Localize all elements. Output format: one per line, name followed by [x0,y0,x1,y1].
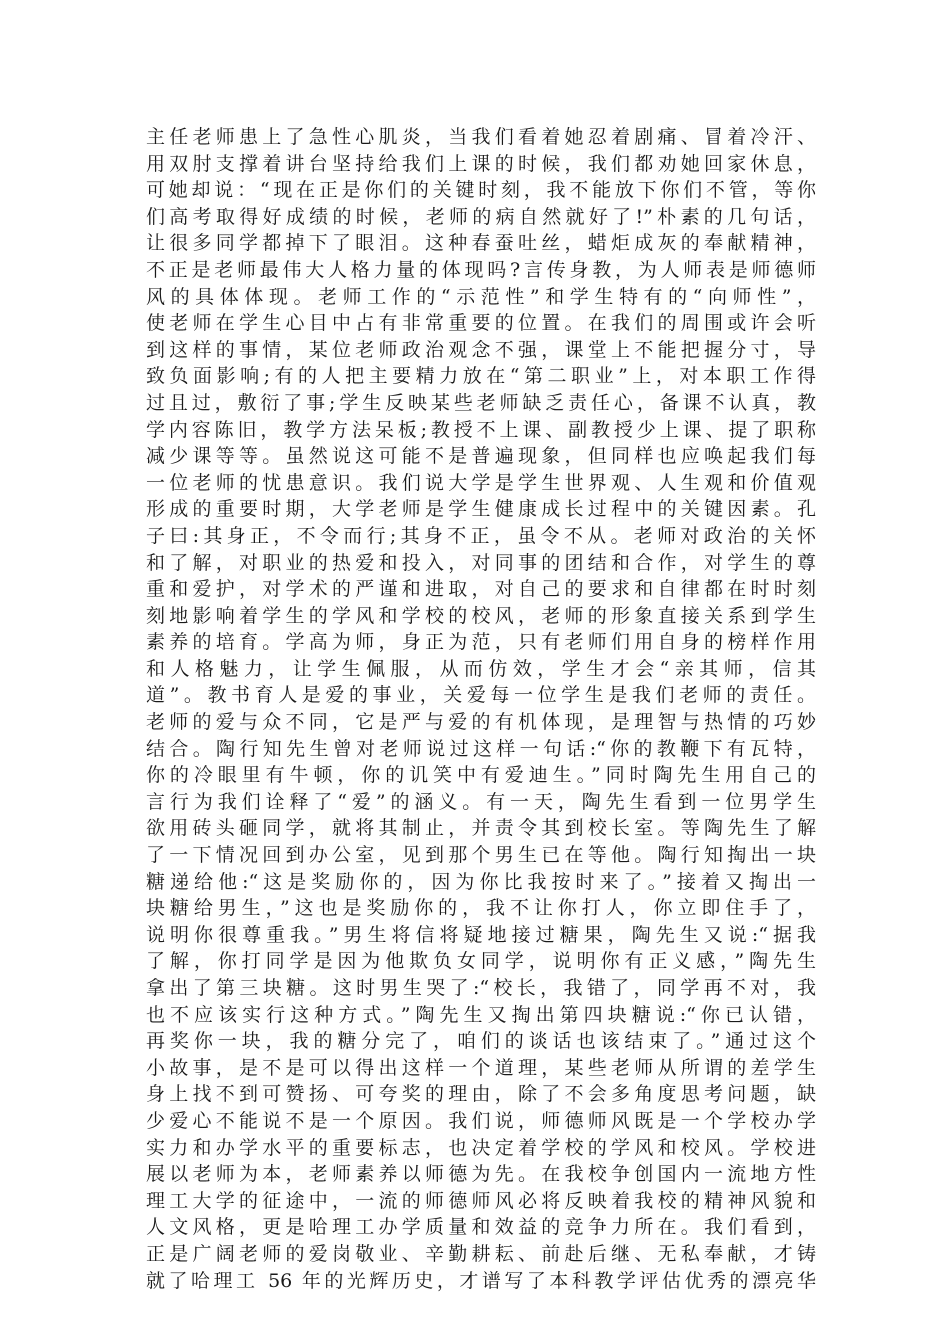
text-line: 小故事，是不是可以得出这样一个道理，某些老师从所谓的差学生 [146,1056,816,1079]
text-line: 风的具体体现。老师工作的“示范性”和学生特有的“向师性”， [146,285,816,308]
text-line: 们高考取得好成绩的时候，老师的病自然就好了!”朴素的几句话， [146,205,816,228]
text-line: 和人格魅力，让学生佩服，从而仿效，学生才会“亲其师，信其 [146,657,816,680]
text-line: 再奖你一块，我的糖分完了，咱们的谈话也该结束了。”通过这个 [146,1030,816,1053]
text-line: 用双肘支撑着讲台坚持给我们上课的时候，我们都劝她回家休息， [146,152,816,175]
text-line: 也不应该实行这种方式。”陶先生又掏出第四块糖说:“你已认错， [146,1003,816,1026]
text-line: 欲用砖头砸同学，就将其制止，并责令其到校长室。等陶先生了解 [146,817,816,840]
text-line: 老师的爱与众不同，它是严与爱的有机体现，是理智与热情的巧妙 [146,711,816,734]
text-line: 块糖给男生，”这也是奖励你的，我不让你打人，你立即住手了， [146,897,816,920]
text-line: 和了解，对职业的热爱和投入，对同事的团结和合作，对学生的尊 [146,551,816,574]
text-line: 少爱心不能说不是一个原因。我们说，师德师风既是一个学校办学 [146,1109,816,1132]
text-line: 刻地影响着学生的学风和学校的校风，老师的形象直接关系到学生 [146,604,816,627]
text-line: 就了哈理工 56 年的光辉历史，才谱写了本科教学评估优秀的漂亮华 [146,1269,816,1292]
text-line: 理工大学的征途中，一流的师德师风必将反映着我校的精神风貌和 [146,1189,816,1212]
text-line: 素养的培育。学高为师，身正为范，只有老师们用自身的榜样作用 [146,631,816,654]
text-line: 让很多同学都掉下了眼泪。这种春蚕吐丝，蜡炬成灰的奉献精神， [146,232,816,255]
text-line: 学内容陈旧，教学方法呆板;教授不上课、副教授少上课、提了职称 [146,418,816,441]
text-line: 到这样的事情，某位老师政治观念不强，课堂上不能把握分寸，导 [146,338,816,361]
text-line: 糖递给他:“这是奖励你的，因为你比我按时来了。”接着又掏出一 [146,870,816,893]
text-line: 使老师在学生心目中占有非常重要的位置。在我们的周围或许会听 [146,312,816,335]
text-line: 拿出了第三块糖。这时男生哭了:“校长，我错了，同学再不对，我 [146,977,816,999]
text-line: 子曰:其身正，不令而行;其身不正，虽令不从。老师对政治的关怀 [146,524,816,547]
text-line: 了一下情况回到办公室，见到那个男生已在等他。陶行知掏出一块 [146,844,816,867]
text-line: 说明你很尊重我。”男生将信将疑地接过糖果，陶先生又说:“据我 [146,923,816,946]
text-line: 展以老师为本，老师素养以师德为先。在我校争创国内一流地方性 [146,1163,816,1186]
text-line: 可她却说：“现在正是你们的关键时刻，我不能放下你们不管，等你 [146,179,816,202]
text-line: 结合。陶行知先生曾对老师说过这样一句话:“你的教鞭下有瓦特， [146,737,816,760]
text-line: 了解，你打同学是因为他欺负女同学，说明你有正义感，”陶先生 [146,950,816,973]
text-line: 一位老师的忧患意识。我们说大学是学生世界观、人生观和价值观 [146,471,816,494]
text-line: 过且过，敷衍了事;学生反映某些老师缺乏责任心，备课不认真，教 [146,391,816,414]
text-line: 你的冷眼里有牛顿，你的讥笑中有爱迪生。”同时陶先生用自己的 [146,764,816,787]
text-line: 重和爱护，对学术的严谨和进取，对自己的要求和自律都在时时刻 [146,578,816,601]
text-line: 言行为我们诠释了“爱”的涵义。有一天，陶先生看到一位男学生 [146,790,816,813]
text-line: 致负面影响;有的人把主要精力放在“第二职业”上，对本职工作得 [146,365,816,388]
text-line: 正是广阔老师的爱岗敬业、辛勤耕耘、前赴后继、无私奉献，才铸 [146,1242,816,1265]
body-text [146,124,816,1294]
text-line: 人文风格，更是哈理工办学质量和效益的竞争力所在。我们看到， [146,1216,816,1239]
text-line: 减少课等等。虽然说这可能不是普遍现象，但同样也应唤起我们每 [146,445,816,468]
text-line: 道”。教书育人是爱的事业，关爱每一位学生是我们老师的责任。 [146,684,816,707]
text-line: 形成的重要时期，大学老师是学生健康成长过程中的关键因素。孔 [146,498,816,521]
text-line: 实力和办学水平的重要标志，也决定着学校的学风和校风。学校进 [146,1136,816,1159]
text-line: 身上找不到可赞扬、可夸奖的理由，除了不会多角度思考问题，缺 [146,1083,816,1106]
text-line: 主任老师患上了急性心肌炎，当我们看着她忍着剧痛、冒着冷汗、 [146,126,816,148]
text-line: 不正是老师最伟大人格力量的体现吗?言传身教，为人师表是师德师 [146,258,816,281]
